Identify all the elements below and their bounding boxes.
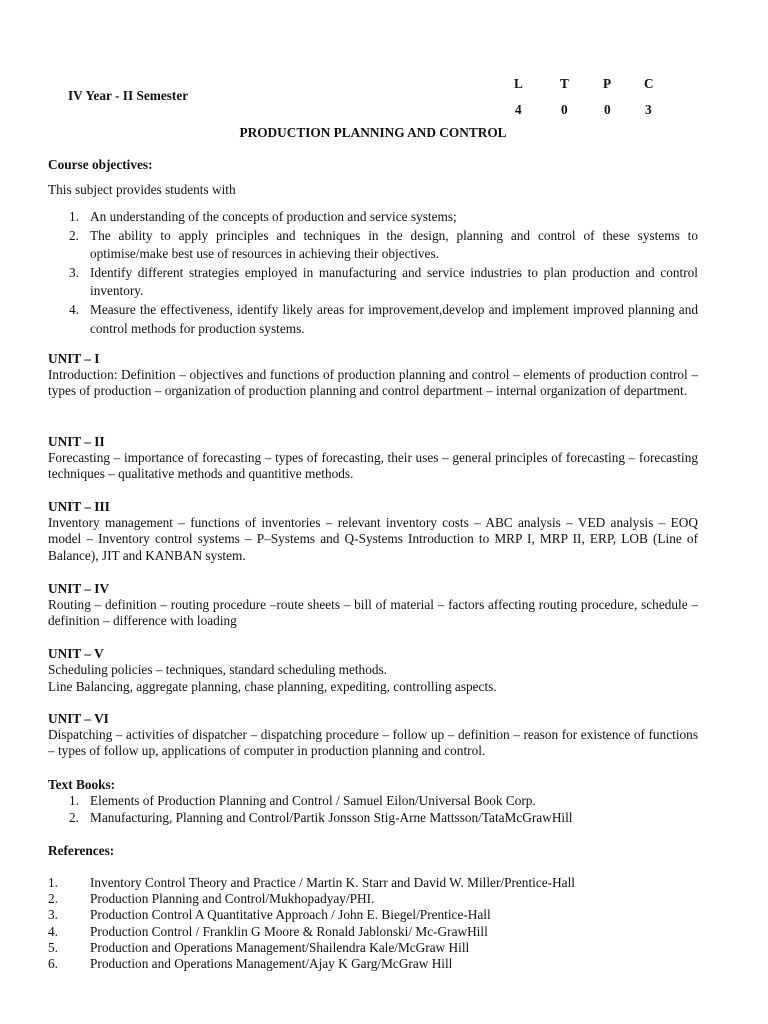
- objective-text: Identify different strategies employed in manufacturing and service industries to plan production and control inventory.: [90, 264, 698, 299]
- list-number: 2.: [69, 227, 79, 243]
- unit-1-text: Introduction: Definition – objectives and functions of production planning and control – elements of production control – types of production – organization of production planning and control department – internal organization of department.: [48, 367, 698, 399]
- ltpc-value-p: 0: [604, 102, 611, 117]
- unit-6-heading: UNIT – VI: [48, 711, 109, 726]
- text-books-list: [48, 793, 698, 826]
- ltpc-value-c: 3: [645, 102, 652, 117]
- unit-3-text: Inventory management – functions of inventories – relevant inventory costs – ABC analysis – VED analysis – EOQ model – Inventory control systems – P–Systems and Q-Systems Introduction to MRP I, MRP II, ERP, LOB (Line of Balance), JIT and KANBAN system.: [48, 515, 698, 563]
- text-book-entry: Elements of Production Planning and Control / Samuel Eilon/Universal Book Corp.: [90, 793, 536, 808]
- objective-text: The ability to apply principles and techniques in the design, planning and control of these systems to optimise/make best use of resources in achieving their objectives.: [90, 227, 698, 262]
- unit-1-heading: UNIT – I: [48, 351, 100, 366]
- objective-text: An understanding of the concepts of production and service systems;: [90, 209, 457, 224]
- list-number: 6.: [48, 956, 58, 972]
- ltpc-value-t: 0: [561, 102, 568, 117]
- references-heading: References:: [48, 843, 115, 858]
- objectives-intro: This subject provides students with: [48, 182, 236, 197]
- unit-2-text: Forecasting – importance of forecasting – types of forecasting, their uses – general principles of forecasting – forecasting techniques – qualitative methods and quantitive methods.: [48, 450, 698, 482]
- list-number: 5.: [48, 939, 58, 955]
- reference-entry: Production Control / Franklin G Moore & Ronald Jablonski/ Mc-GrawHill: [90, 923, 488, 939]
- list-item: [48, 891, 698, 907]
- list-item: [48, 924, 698, 940]
- unit-4-heading: UNIT – IV: [48, 581, 110, 596]
- list-number: 3.: [69, 264, 79, 280]
- objectives-list: [48, 208, 698, 338]
- list-item: [48, 301, 698, 338]
- unit-3-heading: UNIT – III: [48, 499, 110, 514]
- list-number: 2.: [48, 891, 58, 907]
- list-number: 3.: [48, 907, 58, 923]
- list-number: 1.: [48, 875, 58, 890]
- list-item: [48, 956, 698, 972]
- course-title: PRODUCTION PLANNING AND CONTROL: [239, 125, 507, 140]
- references-list: [48, 875, 698, 972]
- ltpc-label-t: T: [560, 76, 569, 91]
- unit-5-heading: UNIT – V: [48, 646, 104, 661]
- text-book-entry: Manufacturing, Planning and Control/Partik Jonsson Stig-Arne Mattsson/TataMcGrawHill: [90, 809, 573, 825]
- list-item: [48, 810, 698, 827]
- unit-5-text: Scheduling policies – techniques, standard scheduling methods.: [48, 662, 388, 677]
- list-number: 4.: [48, 923, 58, 939]
- reference-entry: Production Planning and Control/Mukhopadyay/PHI.: [90, 891, 375, 907]
- objective-text: Measure the effectiveness, identify likely areas for improvement,develop and implement improved planning and control methods for production systems.: [90, 301, 698, 336]
- objectives-heading: Course objectives:: [48, 157, 153, 172]
- unit-2-heading: UNIT – II: [48, 434, 105, 449]
- ltpc-label-l: L: [514, 76, 523, 91]
- list-number: 2.: [69, 809, 79, 825]
- list-number: 1.: [69, 793, 79, 808]
- reference-entry: Production and Operations Management/Shailendra Kale/McGraw Hill: [90, 939, 470, 955]
- unit-6-text: Dispatching – activities of dispatcher – dispatching procedure – follow up – definition – reason for existence of functions – types of follow up, applications of computer in production planning and control.: [48, 727, 698, 759]
- list-item: [48, 875, 698, 891]
- list-item: [48, 940, 698, 956]
- list-item: [48, 227, 698, 264]
- list-item: [48, 264, 698, 301]
- list-item: [48, 907, 698, 923]
- ltpc-label-c: C: [644, 76, 654, 91]
- list-number: 1.: [69, 209, 79, 224]
- reference-entry: Production Control A Quantitative Approach / John E. Biegel/Prentice-Hall: [90, 907, 491, 923]
- reference-entry: Production and Operations Management/Ajay K Garg/McGraw Hill: [90, 956, 453, 972]
- list-number: 4.: [69, 301, 79, 317]
- unit-5-text-2: Line Balancing, aggregate planning, chase planning, expediting, controlling aspects.: [48, 679, 497, 694]
- reference-entry: Inventory Control Theory and Practice / Martin K. Starr and David W. Miller/Prentice-Hall: [90, 875, 575, 890]
- ltpc-label-p: P: [603, 76, 612, 91]
- unit-4-text: Routing – definition – routing procedure –route sheets – bill of material – factors affecting routing procedure, schedule –definition – difference with loading: [48, 597, 698, 629]
- ltpc-value-l: 4: [515, 102, 522, 117]
- list-item: [48, 793, 698, 810]
- semester-label: IV Year - II Semester: [68, 88, 189, 103]
- list-item: [48, 208, 698, 227]
- text-books-heading: Text Books:: [48, 777, 116, 792]
